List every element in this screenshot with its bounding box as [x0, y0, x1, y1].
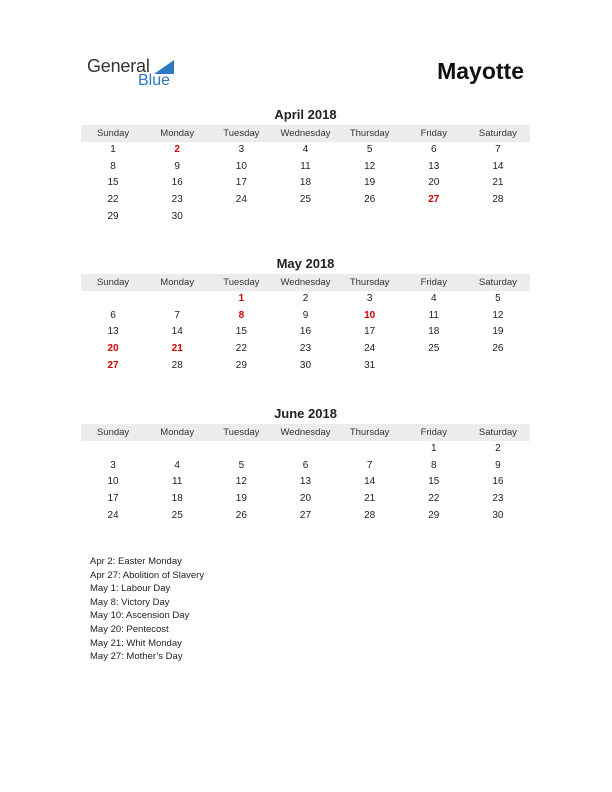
- day-cell: 6: [302, 459, 309, 471]
- day-cell: 15: [235, 326, 247, 338]
- day-cell: 12: [235, 476, 247, 488]
- day-cell: 6: [430, 144, 437, 155]
- day-cell: 4: [430, 293, 437, 304]
- day-cell: 21: [492, 177, 504, 189]
- empty-day-cell: [338, 209, 402, 226]
- empty-day-cell: [402, 209, 466, 226]
- day-cell: 25: [428, 343, 440, 355]
- holiday-day-cell: 8: [238, 309, 245, 321]
- day-cell: 23: [492, 493, 504, 505]
- weekday-header: Sunday: [96, 128, 130, 139]
- weekday-header: Friday: [420, 277, 447, 288]
- day-cell: 7: [495, 144, 501, 155]
- day-cell: 27: [299, 509, 312, 521]
- day-cell: 24: [107, 509, 119, 521]
- day-cell: 5: [238, 459, 245, 471]
- day-cell: 12: [492, 309, 504, 321]
- logo-general-text: General: [87, 56, 150, 76]
- day-cell: 1: [110, 144, 116, 155]
- weekday-header: Tuesday: [223, 277, 260, 288]
- weekday-header: Wednesday: [280, 277, 331, 288]
- empty-day-cell: [273, 209, 337, 226]
- empty-day-cell: [273, 441, 337, 458]
- weekday-header-row: [81, 274, 530, 291]
- weekday-header: Friday: [420, 128, 447, 139]
- day-cell: 30: [299, 359, 312, 371]
- day-cell: 3: [238, 144, 245, 155]
- weekday-header: Monday: [160, 277, 195, 288]
- day-cell: 17: [364, 326, 376, 338]
- empty-day-cell: [209, 209, 273, 226]
- holiday-day-cell: 21: [171, 343, 183, 355]
- week-row: [81, 192, 530, 209]
- day-cell: 20: [428, 177, 440, 189]
- day-cell: 30: [171, 210, 183, 222]
- empty-day-cell: [466, 209, 530, 226]
- day-cell: 8: [430, 459, 437, 471]
- weekday-header: Monday: [160, 427, 195, 438]
- day-cell: 25: [299, 194, 312, 206]
- weekday-header: Sunday: [96, 427, 130, 438]
- week-row: [81, 324, 530, 341]
- day-cell: 22: [235, 343, 247, 355]
- day-cell: 22: [428, 493, 440, 505]
- holiday-list-item: May 10: Ascension Day: [90, 610, 190, 622]
- day-cell: 5: [495, 293, 501, 304]
- day-cell: 11: [428, 309, 439, 321]
- weekday-header: Thursday: [349, 128, 390, 139]
- week-row: [81, 441, 530, 458]
- day-cell: 19: [492, 326, 504, 338]
- holiday-day-cell: 2: [174, 144, 180, 155]
- week-row: [81, 358, 530, 375]
- weekday-header: Wednesday: [280, 427, 331, 438]
- country-title: Mayotte: [437, 58, 524, 84]
- holiday-list-item: Apr 2: Easter Monday: [90, 556, 182, 567]
- day-cell: 17: [107, 493, 119, 505]
- day-cell: 30: [492, 509, 504, 521]
- day-cell: 26: [492, 343, 504, 355]
- day-cell: 11: [300, 160, 311, 172]
- day-cell: 14: [492, 160, 504, 172]
- day-cell: 2: [495, 443, 501, 454]
- day-cell: 29: [107, 210, 119, 222]
- day-cell: 23: [299, 343, 312, 355]
- holiday-list-item: May 20: Pentecost: [90, 623, 169, 635]
- day-cell: 4: [302, 144, 309, 155]
- empty-day-cell: [81, 291, 145, 308]
- week-row: [81, 175, 530, 192]
- logo-blue-text: Blue: [138, 72, 171, 89]
- day-cell: 9: [174, 160, 180, 172]
- day-cell: 10: [235, 160, 247, 172]
- day-cell: 16: [492, 476, 504, 488]
- weekday-header: Saturday: [478, 128, 517, 139]
- day-cell: 7: [174, 309, 180, 321]
- day-cell: 19: [364, 177, 376, 189]
- week-row: [81, 508, 530, 525]
- day-cell: 13: [299, 476, 312, 488]
- month-title: May 2018: [276, 256, 335, 271]
- day-cell: 13: [107, 326, 119, 338]
- day-cell: 29: [235, 359, 247, 371]
- day-cell: 13: [428, 160, 440, 172]
- week-row: [81, 291, 530, 308]
- holiday-day-cell: 1: [238, 293, 245, 304]
- day-cell: 28: [171, 359, 183, 371]
- day-cell: 9: [495, 459, 501, 471]
- day-cell: 2: [302, 293, 309, 304]
- day-cell: 24: [235, 194, 247, 206]
- day-cell: 25: [171, 509, 183, 521]
- weekday-header-row: [81, 125, 530, 142]
- month-title: April 2018: [274, 107, 337, 122]
- month-june: [81, 406, 530, 524]
- day-cell: 7: [366, 459, 373, 471]
- weekday-header: Saturday: [478, 427, 517, 438]
- day-cell: 4: [174, 459, 180, 471]
- day-cell: 6: [110, 309, 116, 321]
- day-cell: 19: [235, 493, 247, 505]
- day-cell: 24: [364, 343, 376, 355]
- week-row: [81, 491, 530, 508]
- weekday-header: Tuesday: [223, 427, 260, 438]
- day-cell: 16: [171, 177, 183, 189]
- day-cell: 8: [110, 160, 116, 172]
- day-cell: 18: [428, 326, 440, 338]
- month-may: [81, 256, 530, 374]
- day-cell: 16: [299, 326, 312, 338]
- week-row: [81, 458, 530, 475]
- day-cell: 12: [364, 160, 376, 172]
- holiday-day-cell: 20: [107, 343, 119, 355]
- week-row: [81, 341, 530, 358]
- holiday-list-item: Apr 27: Abolition of Slavery: [90, 569, 205, 581]
- day-cell: 1: [430, 443, 437, 454]
- holiday-day-cell: 27: [428, 194, 440, 206]
- holiday-list-item: May 27: Mother’s Day: [90, 651, 183, 663]
- day-cell: 3: [366, 293, 373, 304]
- day-cell: 11: [172, 476, 183, 488]
- empty-day-cell: [145, 291, 209, 308]
- holiday-list-item: May 1: Labour Day: [90, 583, 171, 595]
- empty-day-cell: [209, 441, 273, 458]
- day-cell: 28: [492, 194, 504, 206]
- empty-day-cell: [338, 441, 402, 458]
- day-cell: 29: [428, 509, 440, 521]
- day-cell: 18: [171, 493, 183, 505]
- empty-day-cell: [402, 358, 466, 375]
- day-cell: 14: [364, 476, 376, 488]
- month-april: [81, 107, 530, 225]
- empty-day-cell: [466, 358, 530, 375]
- week-row: [81, 308, 530, 325]
- weekday-header-row: [81, 424, 530, 441]
- logo: [87, 56, 187, 92]
- day-cell: 26: [235, 509, 247, 521]
- week-row: [81, 142, 530, 159]
- day-cell: 15: [428, 476, 440, 488]
- holiday-list-item: May 21: Whit Monday: [90, 637, 182, 649]
- day-cell: 3: [110, 459, 116, 471]
- day-cell: 31: [364, 359, 376, 371]
- week-row: [81, 474, 530, 491]
- day-cell: 14: [171, 326, 183, 338]
- weekday-header: Thursday: [349, 427, 390, 438]
- weekday-header: Saturday: [478, 277, 517, 288]
- holiday-list-item: May 8: Victory Day: [90, 596, 170, 608]
- weekday-header: Sunday: [96, 277, 130, 288]
- day-cell: 18: [299, 177, 312, 189]
- month-title: June 2018: [274, 406, 337, 421]
- day-cell: 9: [302, 309, 309, 321]
- weekday-header: Thursday: [349, 277, 390, 288]
- day-cell: 15: [107, 177, 119, 189]
- day-cell: 20: [299, 493, 312, 505]
- weekday-header: Tuesday: [223, 128, 260, 139]
- day-cell: 10: [107, 476, 119, 488]
- day-cell: 21: [364, 493, 376, 505]
- week-row: [81, 209, 530, 226]
- empty-day-cell: [145, 441, 209, 458]
- holiday-list: [90, 555, 204, 664]
- day-cell: 22: [107, 194, 119, 206]
- week-row: [81, 159, 530, 176]
- holiday-day-cell: 10: [364, 309, 376, 321]
- holiday-day-cell: 27: [107, 359, 119, 371]
- empty-day-cell: [81, 441, 145, 458]
- day-cell: 5: [366, 144, 373, 155]
- day-cell: 26: [364, 194, 376, 206]
- weekday-header: Monday: [160, 128, 195, 139]
- day-cell: 23: [171, 194, 183, 206]
- weekday-header: Friday: [420, 427, 447, 438]
- day-cell: 28: [364, 509, 376, 521]
- day-cell: 17: [235, 177, 247, 189]
- weekday-header: Wednesday: [280, 128, 331, 139]
